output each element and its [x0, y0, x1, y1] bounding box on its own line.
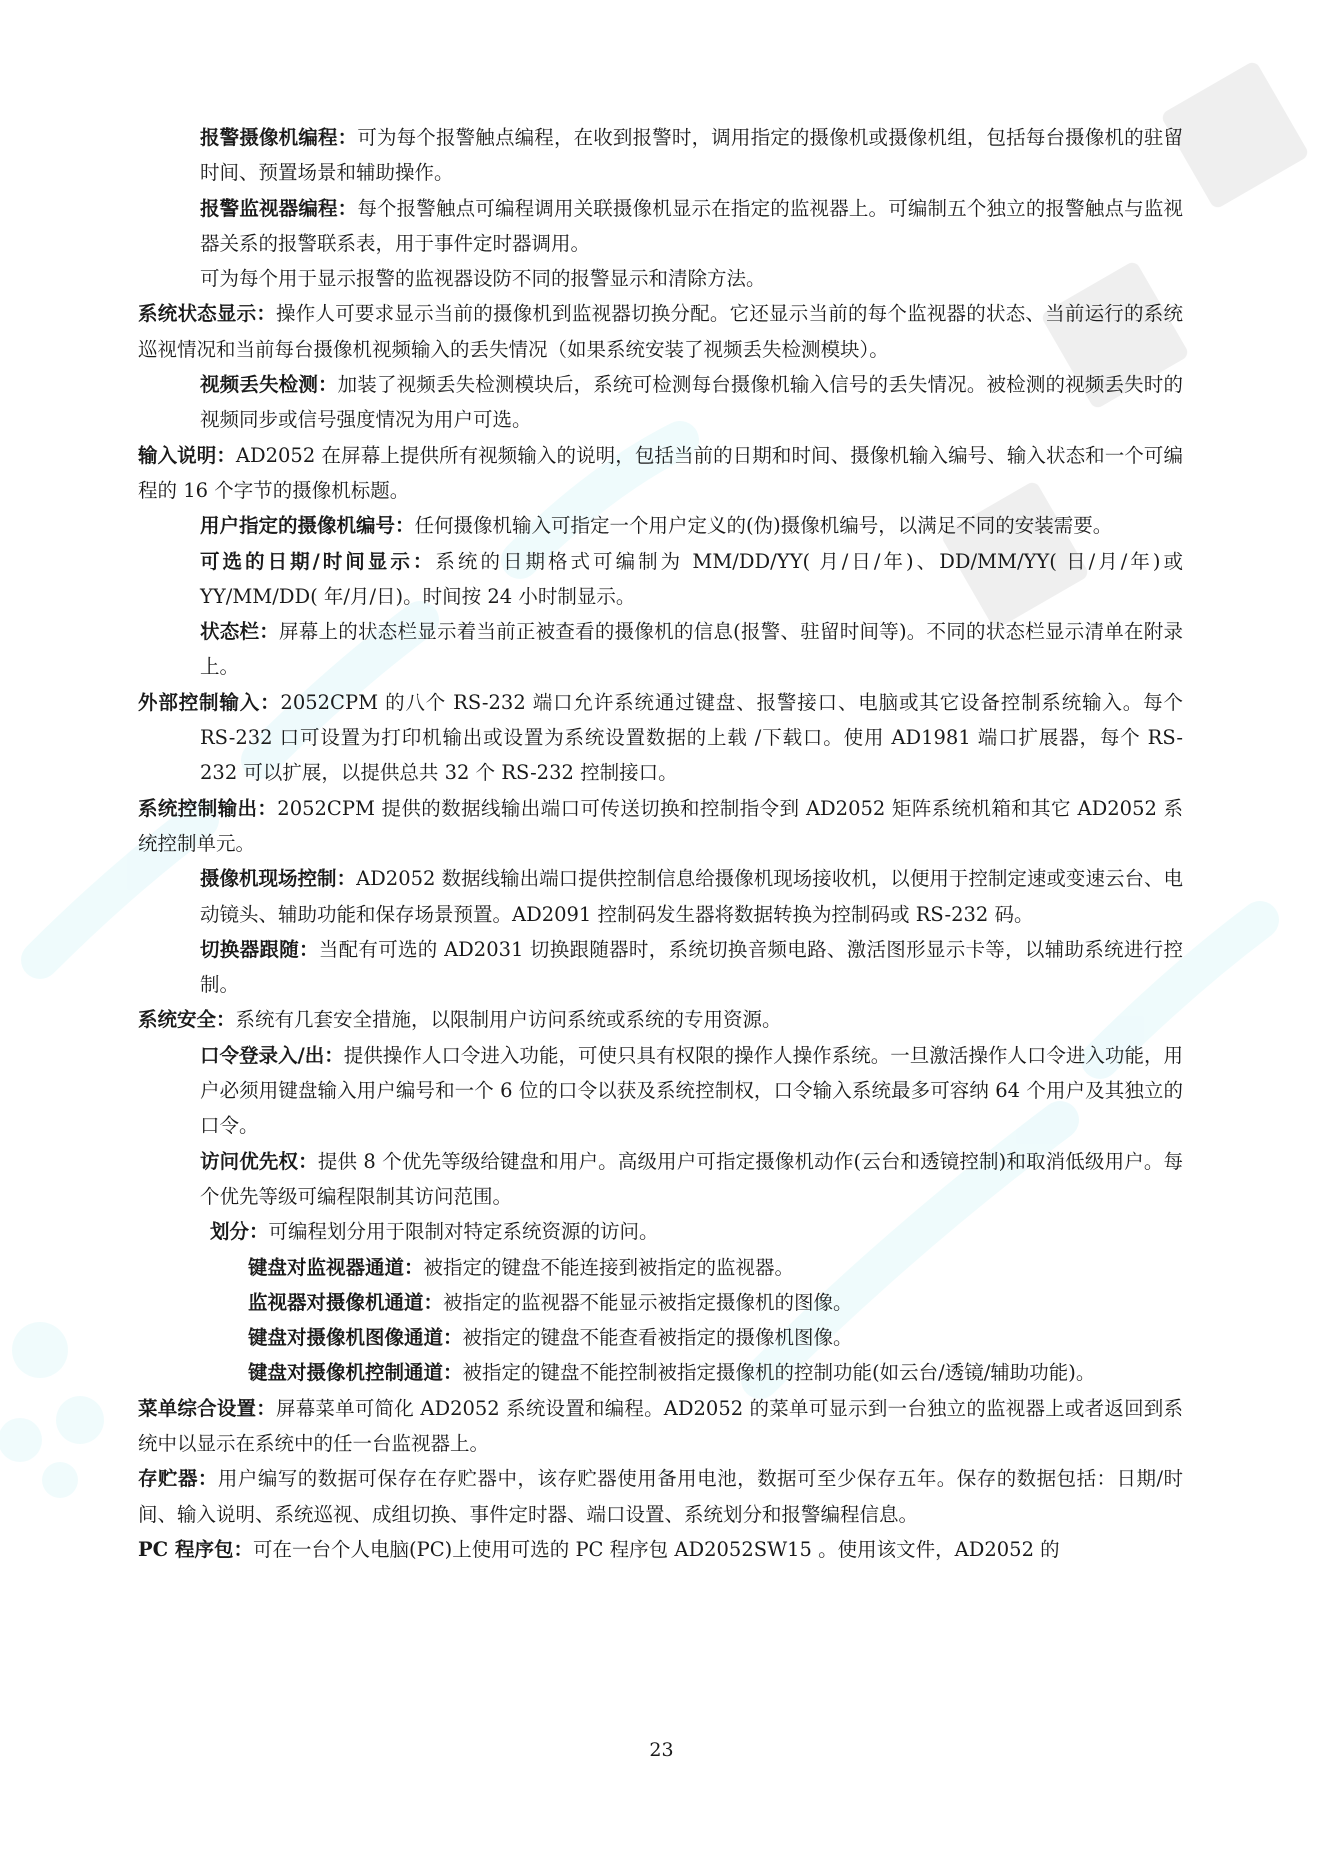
- para-pc-software: [138, 1532, 1183, 1567]
- document-body: [138, 120, 1183, 1567]
- para-camera-site-control: [138, 861, 1183, 932]
- page-number: 23: [649, 1739, 674, 1761]
- para-text: 加装了视频丢失检测模块后，系统可检测每台摄像机输入信号的丢失情况。被检测的视频丢失时的视频同步或信号强度情况为用户可选。: [200, 373, 1183, 432]
- para-keyboard-camera-image-channel: [138, 1320, 1183, 1355]
- para-text: 屏幕菜单可简化 AD2052 系统设置和编程。AD2052 的菜单可显示到一台独立的监视器上或者返回到系统中以显示在系统中的任一台监视器上。: [138, 1396, 1183, 1455]
- para-text: 屏幕上的状态栏显示着当前正被查看的摄像机的信息(报警、驻留时间等)。不同的状态栏显示清单在附录上。: [200, 620, 1183, 679]
- term-label: 报警监视器编程：: [200, 196, 358, 220]
- para-text: 系统有几套安全措施，以限制用户访问系统或系统的专用资源。: [235, 1008, 782, 1032]
- para-keyboard-camera-control-channel: [138, 1355, 1183, 1390]
- term-label: 切换器跟随：: [200, 937, 319, 961]
- para-menu-setup: [138, 1391, 1183, 1462]
- para-text: 被指定的键盘不能查看被指定的摄像机图像。: [462, 1326, 853, 1350]
- para-text: 可为每个用于显示报警的监视器设防不同的报警显示和清除方法。: [200, 267, 766, 291]
- para-text: 被指定的键盘不能连接到被指定的监视器。: [423, 1255, 795, 1279]
- para-text: 操作人可要求显示当前的摄像机到监视器切换分配。它还显示当前的每个监视器的状态、当前运行的系统巡视情况和当前每台摄像机视频输入的丢失情况（如果系统安装了视频丢失检测模块）。: [138, 302, 1183, 361]
- term-label: 系统安全：: [138, 1008, 236, 1032]
- para-text: 提供 8 个优先等级给键盘和用户。高级用户可指定摄像机动作(云台和透镜控制)和取消低级用户。每个优先等级可编程限制其访问范围。: [200, 1149, 1183, 1208]
- term-label: PC 程序包：: [138, 1537, 253, 1561]
- para-text: 可为每个报警触点编程，在收到报警时，调用指定的摄像机或摄像机组，包括每台摄像机的驻留时间、预置场景和辅助操作。: [200, 126, 1183, 185]
- para-text: 系统的日期格式可编制为 MM/DD/YY( 月/日/年)、DD/MM/YY( 日/月/年)或 YY/MM/DD( 年/月/日)。时间按 24 小时制显示。: [200, 549, 1184, 608]
- para-text: 用户编写的数据可保存在存贮器中，该存贮器使用备用电池，数据可至少保存五年。保存的数据包括：日期/时间、输入说明、系统巡视、成组切换、事件定时器、端口设置、系统划分和报警编程信息。: [138, 1467, 1183, 1526]
- term-label: 输入说明：: [138, 443, 236, 467]
- term-label: 划分：: [210, 1220, 269, 1244]
- term-label: 外部控制输入：: [138, 690, 281, 714]
- term-label: 系统控制输出：: [138, 796, 278, 820]
- term-label: 报警摄像机编程：: [200, 126, 358, 149]
- para-text: AD2052 在屏幕上提供所有视频输入的说明，包括当前的日期和时间、摄像机输入编号、输入状态和一个可编程的 16 个字节的摄像机标题。: [138, 443, 1183, 502]
- para-text: 每个报警触点可编程调用关联摄像机显示在指定的监视器上。可编制五个独立的报警触点与监视器关系的报警联系表，用于事件定时器调用。: [200, 196, 1183, 255]
- para-text: 任何摄像机输入可指定一个用户定义的(伪)摄像机编号，以满足不同的安装需要。: [414, 514, 1113, 538]
- para-text: 被指定的键盘不能控制被指定摄像机的控制功能(如云台/透镜/辅助功能)。: [462, 1361, 1096, 1385]
- term-label: 系统状态显示：: [138, 302, 277, 326]
- para-memory: [138, 1461, 1183, 1532]
- term-label: 用户指定的摄像机编号：: [200, 514, 415, 538]
- term-label: 视频丢失检测：: [200, 373, 338, 397]
- para-alarm-display-methods: [138, 261, 1183, 296]
- para-text: 当配有可选的 AD2031 切换跟随器时，系统切换音频电路、激活图形显示卡等，以辅助系统进行控制。: [200, 937, 1183, 997]
- term-label: 存贮器：: [138, 1467, 218, 1491]
- para-text: 2052CPM 的八个 RS-232 端口允许系统通过键盘、报警接口、电脑或其它设备控制系统输入。每个 RS-232 口可设置为打印机输出或设置为系统设置数据的上载 /下载口。使用 AD1981 端口扩展器，每个 RS-232 可以扩展，以提供总共 32 个 RS-232 控制接口。: [200, 690, 1183, 785]
- para-password-login: [138, 1038, 1183, 1144]
- para-keyboard-monitor-channel: [138, 1250, 1183, 1285]
- term-label: 访问优先权：: [200, 1149, 318, 1173]
- para-system-security: [138, 1002, 1183, 1037]
- term-label: 菜单综合设置：: [138, 1396, 276, 1420]
- term-label: 状态栏：: [200, 620, 279, 644]
- para-status-bar: [138, 614, 1183, 685]
- term-label: 键盘对摄像机控制通道：: [248, 1361, 463, 1385]
- para-access-priority: [138, 1144, 1183, 1215]
- para-input-description: [138, 438, 1183, 509]
- para-system-control-output: [138, 791, 1183, 862]
- term-label: 监视器对摄像机通道：: [248, 1290, 444, 1314]
- para-date-time-display: [138, 544, 1183, 615]
- para-text: 可编程划分用于限制对特定系统资源的访问。: [268, 1220, 659, 1244]
- para-switcher-follow: [138, 932, 1183, 1003]
- para-alarm-monitor-programming: [138, 191, 1183, 262]
- para-text: 可在一台个人电脑(PC)上使用可选的 PC 程序包 AD2052SW15 。使用该文件，AD2052 的: [252, 1537, 1060, 1561]
- term-label: 键盘对监视器通道：: [248, 1255, 424, 1279]
- para-user-camera-number: [138, 508, 1183, 543]
- para-text: 2052CPM 提供的数据线输出端口可传送切换和控制指令到 AD2052 矩阵系统机箱和其它 AD2052 系统控制单元。: [138, 796, 1183, 855]
- para-video-loss-detection: [138, 367, 1183, 438]
- para-alarm-camera-programming: [138, 120, 1183, 191]
- term-label: 口令登录入/出：: [200, 1043, 344, 1067]
- para-text: AD2052 数据线输出端口提供控制信息给摄像机现场接收机，以便用于控制定速或变速云台、电动镜头、辅助功能和保存场景预置。AD2091 控制码发生器将数据转换为控制码或 RS-232 码。: [200, 867, 1183, 926]
- para-system-status-display: [138, 296, 1183, 367]
- para-text: 被指定的监视器不能显示被指定摄像机的图像。: [443, 1290, 853, 1314]
- para-external-control-input: [138, 685, 1183, 791]
- para-monitor-camera-channel: [138, 1285, 1183, 1320]
- term-label: 可选的日期/时间显示：: [200, 549, 436, 573]
- term-label: 摄像机现场控制：: [200, 867, 357, 891]
- para-partition: [138, 1214, 1183, 1249]
- para-text: 提供操作人口令进入功能，可使只具有权限的操作人操作系统。一旦激活操作人口令进入功能，用户必须用键盘输入用户编号和一个 6 位的口令以获及系统控制权，口令输入系统最多可容纳 64 个用户及其独立的口令。: [200, 1043, 1183, 1138]
- term-label: 键盘对摄像机图像通道：: [248, 1326, 463, 1350]
